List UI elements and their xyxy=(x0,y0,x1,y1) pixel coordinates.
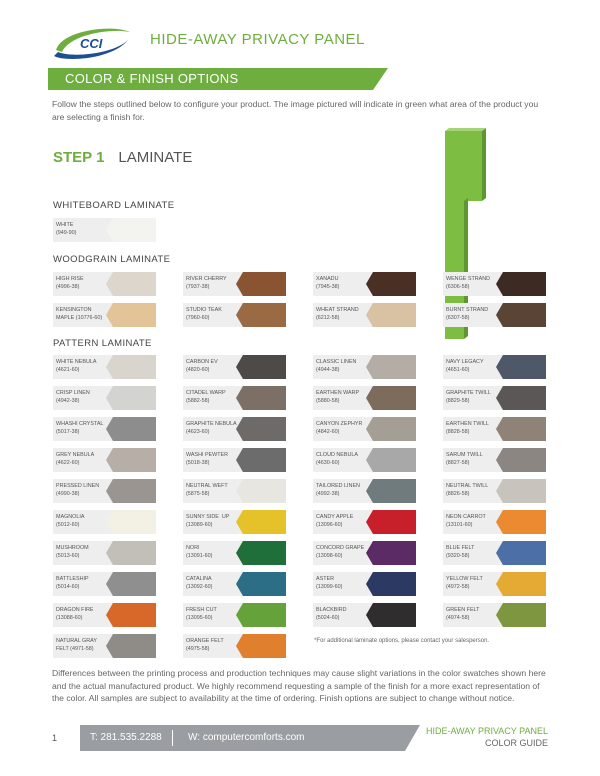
swatch-color-chip xyxy=(496,510,546,534)
swatch-color-chip xyxy=(496,417,546,441)
swatch-label-box xyxy=(313,479,373,503)
swatch-item xyxy=(313,541,416,565)
swatch-label: NORI (13091-60) xyxy=(186,545,213,559)
swatch-color-chip xyxy=(106,572,156,596)
swatch-color-chip xyxy=(236,541,286,565)
swatch-label: WENGE STRAND (6306-58) xyxy=(446,276,491,290)
swatch-item xyxy=(53,634,156,658)
swatch-label-box xyxy=(313,355,373,379)
swatch-label: SUNNY SIDE UP (13089-60) xyxy=(186,514,230,528)
swatch-label-box xyxy=(53,303,113,327)
swatch-label: CONCORD GRAPE (13098-60) xyxy=(316,545,365,559)
group-heading-woodgrain: WOODGRAIN LAMINATE xyxy=(53,254,171,265)
swatch-label: MUSHROOM (5013-60) xyxy=(56,545,89,559)
swatch-label: CANYON ZEPHYR (4842-60) xyxy=(316,421,363,435)
product-title: HIDE-AWAY PRIVACY PANEL xyxy=(150,31,365,48)
swatch-color-chip xyxy=(366,479,416,503)
step-name: LAMINATE xyxy=(118,149,193,166)
swatch-label-box xyxy=(313,303,373,327)
swatch-label-box xyxy=(183,479,243,503)
swatch-label-box xyxy=(53,510,113,534)
swatch-label-box xyxy=(53,634,113,658)
swatch-label-box xyxy=(313,448,373,472)
swatch-label-box xyxy=(313,386,373,410)
swatch-color-chip xyxy=(106,479,156,503)
swatch-color-chip xyxy=(236,417,286,441)
swatch-label-box xyxy=(53,355,113,379)
swatch-item xyxy=(183,510,286,534)
swatch-label-box xyxy=(313,541,373,565)
swatch-label-box xyxy=(53,272,113,296)
swatch-label-box xyxy=(443,417,503,441)
swatch-label-box xyxy=(443,510,503,534)
swatch-item xyxy=(183,603,286,627)
swatch-label-box xyxy=(183,355,243,379)
swatch-color-chip xyxy=(236,386,286,410)
swatch-item xyxy=(183,448,286,472)
swatch-label-box xyxy=(53,218,113,242)
swatch-item xyxy=(53,303,156,327)
swatch-label: CANDY APPLE (13096-60) xyxy=(316,514,354,528)
swatch-label-box xyxy=(53,479,113,503)
swatch-label-box xyxy=(53,541,113,565)
logo-text: CCI xyxy=(80,36,103,51)
swatch-label: NATURAL GRAY FELT (4971-58) xyxy=(56,638,97,652)
step-number: STEP 1 xyxy=(53,149,105,166)
swatch-label-box xyxy=(53,448,113,472)
swatch-label: WHITE NEBULA (4621-60) xyxy=(56,359,97,373)
swatch-label-box xyxy=(183,272,243,296)
swatch-label: CATALINA (13092-60) xyxy=(186,576,213,590)
swatch-label: BLUE FELT (9320-58) xyxy=(446,545,475,559)
swatch-label-box xyxy=(183,634,243,658)
swatch-color-chip xyxy=(236,303,286,327)
swatch-color-chip xyxy=(496,572,546,596)
swatch-color-chip xyxy=(106,303,156,327)
swatch-label: CITADEL WARP (5882-58) xyxy=(186,390,226,404)
swatch-item xyxy=(183,541,286,565)
swatch-label: RIVER CHERRY (7937-38) xyxy=(186,276,227,290)
swatch-color-chip xyxy=(106,541,156,565)
swatch-item xyxy=(443,448,546,472)
swatch-color-chip xyxy=(366,355,416,379)
swatch-label: NEON CARROT (13101-60) xyxy=(446,514,486,528)
swatch-item xyxy=(443,541,546,565)
group-heading-pattern: PATTERN LAMINATE xyxy=(53,338,152,349)
swatch-color-chip xyxy=(236,572,286,596)
swatch-label: TAILORED LINEN (4992-38) xyxy=(316,483,360,497)
swatch-label-box xyxy=(313,417,373,441)
swatch-color-chip xyxy=(106,417,156,441)
swatch-label-box xyxy=(313,603,373,627)
swatch-label: CRISP LINEN (4942-38) xyxy=(56,390,90,404)
swatch-label: BLACKBIRD (5024-60) xyxy=(316,607,347,621)
swatch-color-chip xyxy=(366,448,416,472)
swatch-label: NEUTRAL WEFT (5875-58) xyxy=(186,483,228,497)
swatch-color-chip xyxy=(366,510,416,534)
swatch-color-chip xyxy=(106,510,156,534)
swatch-label: KENSINGTON MAPLE (10776-60) xyxy=(56,307,103,321)
swatch-color-chip xyxy=(106,603,156,627)
swatch-item xyxy=(53,541,156,565)
swatch-item xyxy=(443,572,546,596)
footer-title: HIDE-AWAY PRIVACY PANEL xyxy=(425,726,548,736)
swatch-color-chip xyxy=(366,572,416,596)
swatch-label-box xyxy=(53,386,113,410)
swatch-color-chip xyxy=(106,386,156,410)
swatch-item xyxy=(183,355,286,379)
swatch-item xyxy=(183,479,286,503)
swatch-label: YELLOW FELT (4972-58) xyxy=(446,576,483,590)
swatch-item xyxy=(313,303,416,327)
swatch-label: STUDIO TEAK (7960-60) xyxy=(186,307,222,321)
swatch-item xyxy=(313,272,416,296)
footer-subtitle: COLOR GUIDE xyxy=(484,738,548,748)
swatch-label-box xyxy=(53,417,113,441)
swatch-label-box xyxy=(183,572,243,596)
swatch-label-box xyxy=(443,303,503,327)
swatch-label-box xyxy=(443,479,503,503)
swatch-item xyxy=(183,417,286,441)
swatch-label-box xyxy=(53,603,113,627)
step-heading xyxy=(53,149,192,166)
swatch-label: BURNT STRAND (6307-58) xyxy=(446,307,489,321)
swatch-item xyxy=(183,303,286,327)
swatch-label-box xyxy=(443,572,503,596)
swatch-item xyxy=(313,572,416,596)
swatch-color-chip xyxy=(496,303,546,327)
swatch-label-box xyxy=(443,541,503,565)
swatch-label: EARTHEN WARP (5880-58) xyxy=(316,390,360,404)
swatch-color-chip xyxy=(106,218,156,242)
swatch-item xyxy=(313,355,416,379)
swatch-color-chip xyxy=(496,603,546,627)
swatch-label: GREY NEBULA (4622-60) xyxy=(56,452,95,466)
swatch-label-box xyxy=(53,572,113,596)
swatch-label: WHITE (949-90) xyxy=(56,222,77,236)
swatch-color-chip xyxy=(236,634,286,658)
swatch-label: PRESSED LINEN (4990-38) xyxy=(56,483,100,497)
swatch-item xyxy=(183,386,286,410)
group-heading-whiteboard: WHITEBOARD LAMINATE xyxy=(53,200,175,211)
swatch-label: WHEAT STRAND (6212-58) xyxy=(316,307,359,321)
swatch-item xyxy=(313,386,416,410)
disclaimer: Differences between the printing process and production techniques may cause slight variations in the color swatches shown here and the actual manufactured product. We highly recommend requesting a sample of the finish for a more exact representation of the color. All samples are subject to availability at the time of ordering. Finish options are subject to change without notice. xyxy=(52,668,546,704)
swatch-item xyxy=(443,303,546,327)
swatch-label-box xyxy=(443,272,503,296)
swatch-item xyxy=(53,572,156,596)
intro-text: Follow the steps outlined below to configure your product. The image pictured will indicate in green what area of the product you are selecting a finish for. xyxy=(52,99,539,122)
swatch-label-box xyxy=(183,541,243,565)
cci-logo xyxy=(52,22,132,64)
swatch-item xyxy=(53,479,156,503)
swatch-color-chip xyxy=(366,603,416,627)
swatch-color-chip xyxy=(236,479,286,503)
swatch-label: WHASHI CRYSTAL (5017-38) xyxy=(56,421,104,435)
swatch-color-chip xyxy=(366,417,416,441)
footer-phone: T: 281.535.2288 xyxy=(90,732,162,743)
swatch-item xyxy=(183,634,286,658)
swatch-label: CLASSIC LINEN (4944-38) xyxy=(316,359,357,373)
swatch-color-chip xyxy=(236,448,286,472)
swatch-item xyxy=(53,386,156,410)
swatch-color-chip xyxy=(496,479,546,503)
footnote: *For additional laminate options, please contact your salesperson. xyxy=(314,638,490,644)
swatch-item xyxy=(53,272,156,296)
swatch-label: DRAGON FIRE (13088-60) xyxy=(56,607,94,621)
swatch-item xyxy=(443,479,546,503)
swatch-item xyxy=(443,510,546,534)
swatch-item xyxy=(313,510,416,534)
swatch-label: CARBON EV (4820-60) xyxy=(186,359,218,373)
page-number: 1 xyxy=(52,733,58,743)
swatch-label-box xyxy=(443,448,503,472)
swatch-color-chip xyxy=(366,386,416,410)
swatch-label: MAGNOLIA (5012-60) xyxy=(56,514,85,528)
swatch-label-box xyxy=(443,355,503,379)
swatch-item xyxy=(53,355,156,379)
swatch-label-box xyxy=(183,448,243,472)
swatch-color-chip xyxy=(236,272,286,296)
swatch-item xyxy=(183,572,286,596)
swatch-color-chip xyxy=(496,272,546,296)
swatch-label: ASTER (13099-60) xyxy=(316,576,343,590)
swatch-color-chip xyxy=(366,303,416,327)
swatch-label-box xyxy=(443,386,503,410)
swatch-item xyxy=(53,218,156,242)
swatch-label: CLOUD NEBULA (4630-60) xyxy=(316,452,358,466)
swatch-item xyxy=(313,479,416,503)
section-title: COLOR & FINISH OPTIONS xyxy=(65,71,239,86)
swatch-color-chip xyxy=(496,448,546,472)
swatch-color-chip xyxy=(106,355,156,379)
swatch-color-chip xyxy=(236,510,286,534)
swatch-label: NEUTRAL TWILL (8826-58) xyxy=(446,483,489,497)
swatch-item xyxy=(443,603,546,627)
swatch-label: FRESH CUT (13095-60) xyxy=(186,607,217,621)
swatch-label-box xyxy=(313,272,373,296)
swatch-color-chip xyxy=(236,603,286,627)
swatch-color-chip xyxy=(106,448,156,472)
section-banner xyxy=(48,68,388,90)
swatch-label: NAVY LEGACY (4651-60) xyxy=(446,359,484,373)
swatch-label-box xyxy=(183,510,243,534)
swatch-color-chip xyxy=(496,541,546,565)
swatch-item xyxy=(53,510,156,534)
swatch-color-chip xyxy=(366,272,416,296)
swatch-label-box xyxy=(183,417,243,441)
swatch-color-chip xyxy=(496,386,546,410)
swatch-label-box xyxy=(313,572,373,596)
swatch-label-box xyxy=(183,603,243,627)
swatch-label: GREEN FELT (4974-58) xyxy=(446,607,480,621)
swatch-label: BATTLESHIP (5014-60) xyxy=(56,576,89,590)
swatch-item xyxy=(313,417,416,441)
swatch-item xyxy=(443,417,546,441)
swatch-item xyxy=(53,417,156,441)
swatch-item xyxy=(53,603,156,627)
swatch-label-box xyxy=(313,510,373,534)
swatch-color-chip xyxy=(106,272,156,296)
swatch-color-chip xyxy=(496,355,546,379)
swatch-item xyxy=(443,386,546,410)
swatch-item xyxy=(183,272,286,296)
swatch-label: WASHI PEWTER (5018-38) xyxy=(186,452,229,466)
swatch-item xyxy=(53,448,156,472)
swatch-label: EARTHEN TWILL (8828-58) xyxy=(446,421,489,435)
swatch-label: XANADU (7945-38) xyxy=(316,276,340,290)
swatch-label: ORANGE FELT (4975-58) xyxy=(186,638,224,652)
swatch-label-box xyxy=(443,603,503,627)
swatch-item xyxy=(443,272,546,296)
swatch-label: SARUM TWILL (8827-58) xyxy=(446,452,483,466)
swatch-label-box xyxy=(183,303,243,327)
swatch-item xyxy=(313,448,416,472)
footer-website: W: computercomforts.com xyxy=(188,732,305,743)
swatch-item xyxy=(443,355,546,379)
swatch-color-chip xyxy=(366,541,416,565)
swatch-label: GRAPHITE NEBULA (4623-60) xyxy=(186,421,237,435)
swatch-label-box xyxy=(183,386,243,410)
swatch-item xyxy=(313,603,416,627)
swatch-label: GRAPHITE TWILL (8829-58) xyxy=(446,390,491,404)
swatch-label: HIGH RISE (4996-38) xyxy=(56,276,84,290)
swatch-color-chip xyxy=(106,634,156,658)
swatch-color-chip xyxy=(236,355,286,379)
